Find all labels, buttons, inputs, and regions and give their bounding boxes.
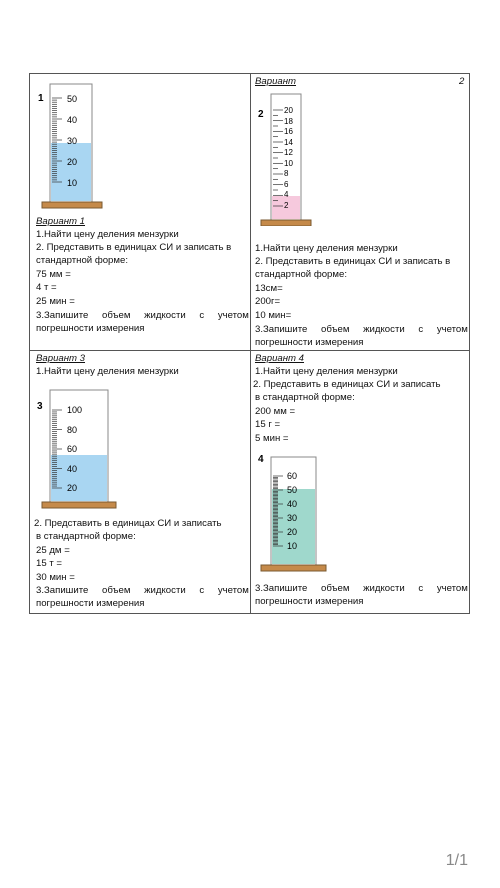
task-table	[29, 73, 470, 614]
conversion-item: 10 мин=	[255, 310, 292, 321]
tick-label: 12	[284, 148, 293, 157]
conversion-item: 75 мм =	[36, 269, 71, 280]
tick-label: 40	[67, 464, 78, 474]
task-1: 1.Найти цену деления мензурки	[36, 229, 179, 240]
tick-label: 10	[284, 159, 293, 168]
task-2-line-2: стандартной форме:	[36, 255, 128, 266]
figure-number: 1	[38, 93, 44, 104]
tick-label: 6	[284, 180, 289, 189]
variant-title-number: 2	[459, 76, 465, 87]
variant-title: Вариант 1	[36, 216, 86, 227]
task-1: 1.Найти цену деления мензурки	[36, 366, 179, 377]
task-2-line-2: стандартной форме:	[255, 269, 347, 280]
liquid	[51, 455, 107, 501]
tick-label: 10	[287, 541, 298, 551]
tick-label: 14	[284, 138, 293, 147]
conversion-item: 13см=	[255, 283, 283, 294]
task-2-line-2: в стандартной форме:	[255, 392, 355, 403]
cell-variant-3	[30, 351, 250, 613]
task-3-line-2: погрешности измерения	[36, 323, 145, 334]
tick-label: 2	[284, 201, 289, 210]
task-3-line-2: погрешности измерения	[255, 337, 364, 348]
tick-label: 10	[67, 178, 78, 188]
task-3-line-1: 3.Запишите объем жидкости с учетом	[255, 324, 468, 335]
task-1: 1.Найти цену деления мензурки	[255, 366, 398, 377]
task-3-line-2: погрешности измерения	[36, 598, 145, 609]
cylinder-base	[261, 565, 326, 571]
tick-label: 40	[67, 115, 78, 125]
figure-number: 2	[258, 109, 264, 120]
tick-label: 20	[67, 157, 78, 167]
tick-label: 30	[67, 136, 78, 146]
cylinder-figure-4	[255, 449, 355, 574]
cylinder-figure-1	[34, 80, 144, 220]
conversion-item: 200г=	[255, 296, 281, 307]
task-3-line-1: 3.Запишите объем жидкости с учетом	[255, 583, 468, 594]
tick-label: 16	[284, 127, 293, 136]
tick-label: 8	[284, 169, 289, 178]
tick-label: 50	[67, 94, 78, 104]
cell-variant-4	[251, 351, 469, 613]
page-indicator: 1/1	[445, 852, 468, 869]
figure-number: 4	[258, 454, 264, 465]
cylinder-base	[261, 220, 311, 226]
conversion-item: 5 мин =	[255, 433, 289, 444]
figure-number: 3	[37, 401, 43, 412]
tick-label: 18	[284, 117, 293, 126]
conversion-item: 25 мин =	[36, 296, 75, 307]
conversion-item: 30 мин =	[36, 572, 75, 583]
cell-variant-2	[251, 74, 469, 350]
variant-title: Вариант 4	[255, 353, 305, 364]
task-2-line-1: 2. Представить в единицах СИ и записать	[253, 379, 441, 390]
task-2-line-1: 2. Представить в единицах СИ и записать в	[36, 242, 232, 253]
task-2-line-2: в стандартной форме:	[36, 531, 136, 542]
tick-label: 20	[67, 483, 78, 493]
cylinder-figure-3	[34, 386, 144, 516]
liquid	[51, 143, 91, 201]
tick-label: 60	[67, 444, 78, 454]
variant-title: Вариант	[255, 76, 297, 87]
tick-label: 40	[287, 499, 298, 509]
tick-label: 80	[67, 425, 78, 435]
tick-label: 30	[287, 513, 298, 523]
conversion-item: 4 т =	[36, 282, 57, 293]
tick-label: 4	[284, 190, 289, 199]
cylinder-base	[42, 502, 116, 508]
tick-label: 20	[287, 527, 298, 537]
task-2-line-1: 2. Представить в единицах СИ и записать в	[255, 256, 451, 267]
conversion-item: 15 г =	[255, 419, 281, 430]
variant-title: Вариант 3	[36, 353, 86, 364]
task-2-line-1: 2. Представить в единицах СИ и записать	[34, 518, 222, 529]
conversion-item: 25 дм =	[36, 545, 70, 556]
conversion-item: 15 т =	[36, 558, 62, 569]
tick-label: 100	[67, 405, 83, 415]
conversion-item: 200 мм =	[255, 406, 296, 417]
tick-label: 20	[284, 106, 293, 115]
task-1: 1.Найти цену деления мензурки	[255, 243, 398, 254]
cylinder-base	[42, 202, 102, 208]
cylinder-figure-2	[255, 86, 355, 226]
tick-label: 60	[287, 471, 298, 481]
task-3-line-2: погрешности измерения	[255, 596, 364, 607]
cell-variant-1	[30, 74, 250, 350]
task-3-line-1: 3.Запишите объем жидкости с учетом	[36, 310, 249, 321]
task-3-line-1: 3.Запишите объем жидкости с учетом	[36, 585, 249, 596]
tick-label: 50	[287, 485, 298, 495]
